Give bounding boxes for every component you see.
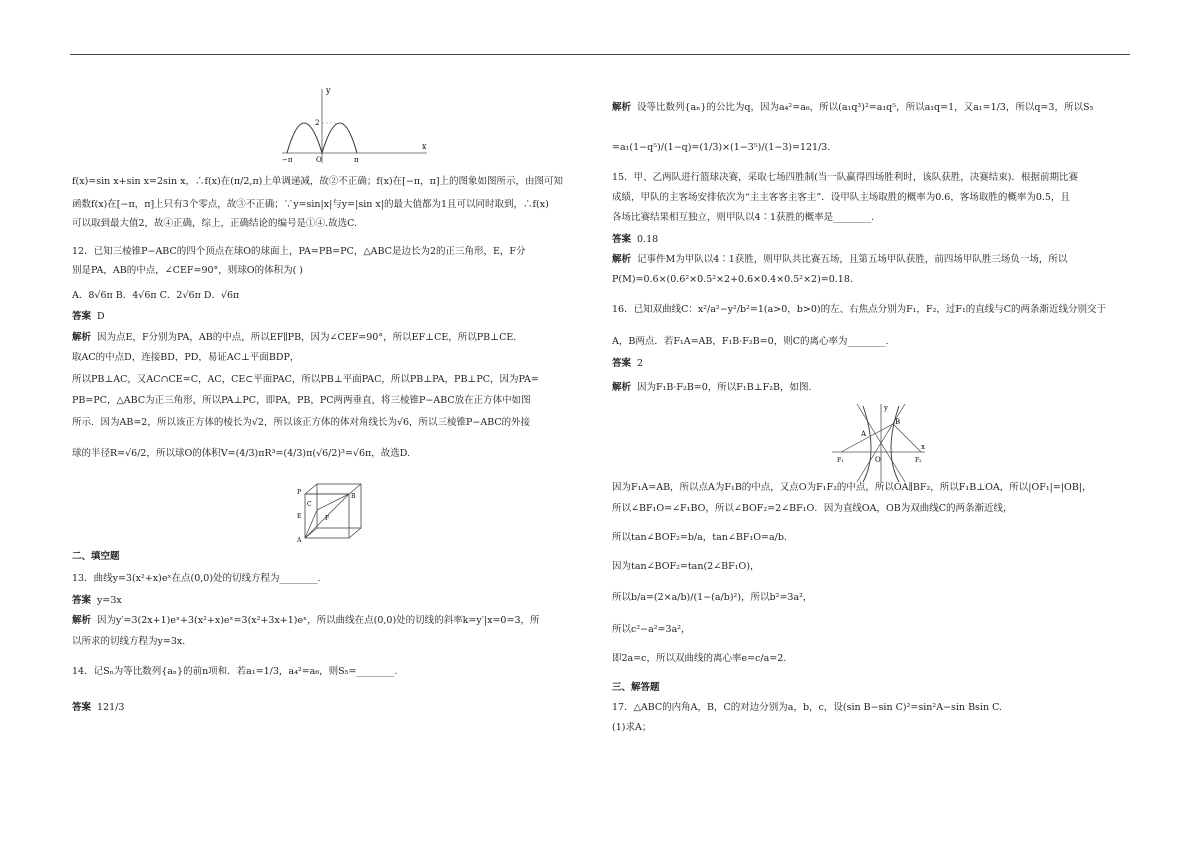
q12-stem-line-2: 别是PA，AB的中点，∠CEF=90°，则球O的体积为( ) — [72, 265, 303, 276]
cube-f-label: F — [325, 515, 330, 522]
q16-answer — [612, 354, 1132, 373]
explanation-text: 因为点E，F分别为PA，AB的中点，所以EF∥PB，因为∠CEF=90°，所以EF⊥CE，所以PB⊥CE. — [97, 332, 517, 343]
explanation-tag: 解析 — [612, 382, 632, 393]
explanation-text: 因为y′=3(2x+1)eˣ+3(x²+x)eˣ=3(x²+3x+1)eˣ，所以曲线在点(0,0)处的切线的斜率k=y′|x=0=3，所 — [97, 615, 540, 626]
q13-answer — [72, 591, 592, 610]
q15-answer — [612, 230, 1132, 249]
answer-tag: 答案 — [72, 702, 92, 713]
hyper-b-label: B — [895, 418, 901, 426]
q17-stem-line-1: 17．△ABC的内角A，B，C的对边分别为a，b，c，设(sin B−sin C)²=sin²A−sin Bsin C. — [612, 702, 1003, 713]
q12-options: A．8√6π B．4√6π C．2√6π D．√6π — [72, 290, 240, 301]
explanation-text: 因为F₁B·F₂B=0，所以F₁B⊥F₂B，如图. — [637, 382, 812, 393]
q16-explanation-line-2: 因为F₁A=AB，所以点A为F₁B的中点，又点O为F₁F₂的中点，所以OA∥BF₂，所以F₁B⊥OA，所以|OF₁|=|OB|， — [612, 482, 1092, 493]
cube-b-label: B — [351, 493, 356, 500]
q16-explanation-line-6: 所以b/a=(2×a/b)/(1−(a/b)²)，所以b²=3a²， — [612, 592, 813, 603]
q15-stem-line-3: 各场比赛结果相互独立，则甲队以4∶1获胜的概率是________. — [612, 212, 875, 223]
explanation-text: 设等比数列{aₙ}的公比为q，因为a₄²=a₆，所以(a₁q³)²=a₁q⁵，所以a₁q=1，又a₁=1/3，所以q=3，所以S₅ — [637, 102, 1094, 113]
q15-stem-line-1: 15．甲、乙两队进行篮球决赛，采取七场四胜制(当一队赢得四场胜利时，该队获胜，决赛结束)．根据前期比赛 — [612, 172, 1079, 183]
q12-explanation-line-1 — [72, 328, 592, 347]
q12-explanation-line-3: 所以PB⊥AC，又AC∩CE=C，AC，CE⊂平面PAC，所以PB⊥平面PAC，所以PB⊥PA，PB⊥PC，因为PA= — [72, 374, 539, 385]
answer-tag: 答案 — [72, 595, 92, 606]
answer-tag: 答案 — [612, 358, 632, 369]
hyper-y-label: y — [884, 404, 888, 412]
graph-origin-label: O — [316, 156, 322, 164]
q16-stem-line-2: A，B两点．若F₁A=AB，F₁B·F₂B=0，则C的离心率为________. — [612, 336, 889, 347]
q12-explanation-line-4: PB=PC，△ABC为正三角形，所以PA⊥PC，即PA，PB，PC两两垂直，将三棱锥P−ABC放在正方体中如图 — [72, 395, 531, 406]
q13-explanation-line-1 — [72, 611, 592, 630]
q15-explanation-line-1 — [612, 250, 1132, 269]
q14-stem: 14．记Sₙ为等比数列{aₙ}的前n项和．若a₁=1/3，a₄²=a₆，则S₅=________. — [72, 666, 398, 677]
q12-explanation-line-5: 所示．因为AB=2，所以该正方体的棱长为√2，所以该正方体的体对角线长为√6，所以三棱锥P−ABC的外接 — [72, 417, 531, 428]
section-solve-title: 三、解答题 — [612, 682, 660, 693]
q13-stem: 13．曲线y=3(x²+x)eˣ在点(0,0)处的切线方程为________. — [72, 573, 321, 584]
header-rule — [70, 54, 1130, 55]
q11-text-line-3: 可以取到最大值2，故④正确，综上，正确结论的编号是①④.故选C. — [72, 218, 358, 229]
q15-explanation-line-2: P(M)=0.6×(0.6²×0.5²×2+0.6×0.4×0.5²×2)=0.18. — [612, 274, 853, 285]
q11-text-line-1: f(x)=sin x+sin x=2sin x，∴f(x)在(π/2,π)上单调递减，故②不正确；f(x)在[−π，π]上的图象如图所示，由图可知 — [72, 176, 564, 187]
explanation-tag: 解析 — [72, 332, 92, 343]
q14-explanation-line-1 — [612, 98, 1132, 117]
cube-c-label: C — [307, 501, 312, 508]
answer-value: 2 — [637, 358, 644, 369]
cube-p-label: P — [297, 489, 302, 496]
answer-tag: 答案 — [72, 311, 92, 322]
q15-stem-line-2: 成绩，甲队的主客场安排依次为“主主客客主客主”．设甲队主场取胜的概率为0.6，客场取胜的概率为0.5，且 — [612, 192, 1070, 203]
hyper-a-label: A — [861, 430, 867, 438]
graph-neg-pi-label: −π — [282, 156, 293, 164]
q12-explanation-line-6: 球的半径R=√6/2，所以球O的体积V=(4/3)πR³=(4/3)π(√6/2)³=√6π，故选D. — [72, 448, 411, 459]
graph-two-label: 2 — [315, 119, 320, 127]
q14-explanation-line-2: =a₁(1−q⁵)/(1−q)=(1/3)×(1−3⁵)/(1−3)=121/3. — [612, 142, 831, 153]
cube-figure — [297, 480, 372, 544]
hyperbola-figure — [827, 402, 927, 484]
q11-text-line-2: 函数f(x)在[−π，π]上只有3个零点，故③不正确；∵y=sin|x|与y=|sin x|的最大值都为1且可以同时取到，∴f(x) — [72, 199, 549, 210]
hyper-f2-label: F₂ — [915, 457, 922, 464]
answer-value: 0.18 — [637, 234, 659, 245]
q16-explanation-line-8: 即2a=c，所以双曲线的离心率e=c/a=2. — [612, 653, 787, 664]
explanation-tag: 解析 — [72, 615, 92, 626]
graph-pi-label: π — [354, 156, 359, 164]
q13-explanation-line-2: 以所求的切线方程为y=3x. — [72, 636, 186, 647]
q16-explanation-line-4: 所以tan∠BOF₂=b/a，tan∠BF₁O=a/b. — [612, 532, 787, 543]
q12-explanation-line-2: 取AC的中点D，连接BD，PD，易证AC⊥平面BDP， — [72, 352, 300, 363]
q17-stem-line-2: (1)求A； — [612, 722, 652, 733]
q16-explanation-line-5: 因为tan∠BOF₂=tan(2∠BF₁O)， — [612, 561, 760, 572]
cube-e-label: E — [297, 513, 302, 520]
cube-a-label: A — [297, 537, 302, 544]
explanation-tag: 解析 — [612, 254, 632, 265]
q16-explanation-line-3: 所以∠BF₁O=∠F₁BO，所以∠BOF₂=2∠BF₁O．因为直线OA，OB为双曲线C的两条渐近线， — [612, 503, 1013, 514]
q12-answer — [72, 307, 592, 326]
q12-stem-line-1: 12．已知三棱锥P−ABC的四个顶点在球O的球面上，PA=PB=PC，△ABC是边长为2的正三角形，E，F分 — [72, 246, 526, 257]
explanation-tag: 解析 — [612, 102, 632, 113]
answer-value: 121/3 — [97, 702, 125, 713]
hyper-f1-label: F₁ — [837, 457, 844, 464]
graph-x-label: x — [422, 142, 427, 151]
graph-y-label: y — [326, 86, 331, 95]
q16-stem-line-1: 16．已知双曲线C：x²/a²−y²/b²=1(a>0，b>0)的左、右焦点分别为F₁，F₂，过F₁的直线与C的两条渐近线分别交于 — [612, 304, 1107, 315]
q16-explanation-line-1 — [612, 378, 1132, 397]
answer-tag: 答案 — [612, 234, 632, 245]
q14-answer — [72, 698, 592, 717]
answer-value: D — [97, 311, 105, 322]
sin-graph-figure — [282, 85, 432, 165]
hyper-x-label: x — [921, 443, 925, 451]
section-fill-in-title: 二、填空题 — [72, 551, 120, 562]
explanation-text: 记事件M为甲队以4∶1获胜，则甲队共比赛五场，且第五场甲队获胜，前四场甲队胜三场负一场，所以 — [637, 254, 1068, 265]
answer-value: y=3x — [97, 595, 122, 606]
hyper-o-label: O — [875, 456, 881, 464]
q16-explanation-line-7: 所以c²−a²=3a²， — [612, 624, 691, 635]
